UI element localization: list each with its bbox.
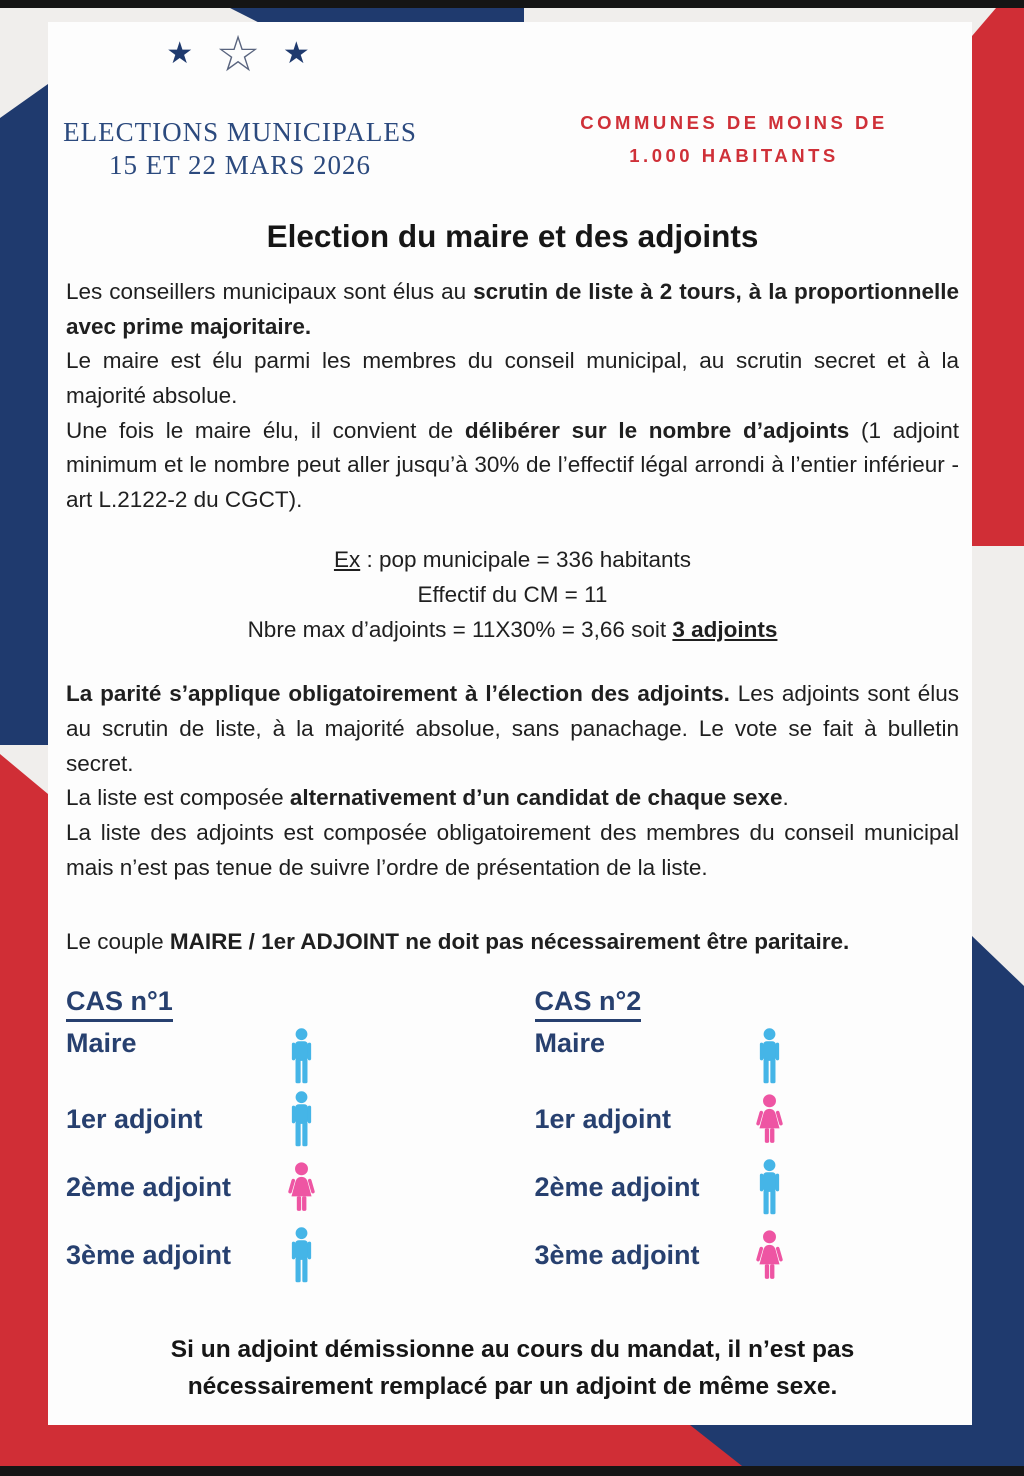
text-run: La liste est composée xyxy=(66,785,290,811)
left-red-band xyxy=(0,754,48,1466)
male-person-icon xyxy=(755,1159,785,1217)
intro-paragraphs xyxy=(66,275,959,517)
event-title-line1: ELECTIONS MUNICIPALES xyxy=(63,117,417,147)
case-row xyxy=(66,1028,491,1086)
bottom-black-bar xyxy=(0,1466,1024,1476)
paragraph xyxy=(66,543,959,578)
text-run: La liste des adjoints est composée obligatoirement des membres du conseil municipal mais n’est pas tenue de suivre l’ordre de présentation de la liste. xyxy=(66,819,959,880)
star-outline-icon: ☆ xyxy=(215,26,261,82)
text-run: (1 adjoint minimum et le nombre peut aller jusqu’à 30% de l’effectif légal arrondi à l’entier inférieur - art L.2122-2 du CGCT). xyxy=(66,417,959,512)
text-run: délibérer sur le nombre d’adjoints xyxy=(464,417,850,443)
paragraph xyxy=(66,578,959,613)
case-row xyxy=(535,1222,960,1290)
text-run: MAIRE / 1er ADJOINT ne doit pas nécessairement être paritaire. xyxy=(169,929,850,955)
parity-paragraphs xyxy=(66,677,959,885)
text-run: Les conseillers municipaux sont élus au xyxy=(66,279,474,304)
star-icon: ★ xyxy=(166,36,194,70)
text-run: Effectif du CM = 11 xyxy=(417,582,608,608)
role-label: 3ème adjoint xyxy=(534,1240,700,1271)
case-row xyxy=(66,1222,491,1290)
document-body xyxy=(66,218,959,1405)
right-red-band xyxy=(972,8,1024,546)
couple-statement xyxy=(66,925,959,960)
cases-section xyxy=(66,986,959,1290)
case-row xyxy=(535,1086,960,1154)
case-title: CAS n°2 xyxy=(535,986,642,1022)
left-navy-band xyxy=(0,84,48,745)
case-row xyxy=(535,1028,960,1086)
text-run: Les adjoints sont élus au scrutin de liste, à la majorité absolue, sans panachage. Le vote se fait à bulletin secret. xyxy=(66,681,960,776)
female-person-icon xyxy=(286,1162,316,1214)
text-run: La parité s’applique obligatoirement à l’élection des adjoints. xyxy=(66,681,730,707)
right-navy-band xyxy=(972,936,1024,1466)
text-run: : pop municipale = 336 habitants xyxy=(360,547,692,573)
paragraph xyxy=(66,613,959,648)
male-person-icon xyxy=(286,1091,316,1149)
audience-line2: 1.000 HABITANTS xyxy=(629,145,839,167)
case-column xyxy=(66,986,491,1290)
paragraph xyxy=(66,275,959,344)
audience-line1: COMMUNES DE MOINS DE xyxy=(580,112,888,133)
text-run: 3 adjoints xyxy=(672,616,778,642)
text-run: Ex xyxy=(333,547,361,573)
text-run: Le maire est élu parmi les membres du conseil municipal, au scrutin secret et à la majorité absolue. xyxy=(66,348,959,408)
footer-note xyxy=(66,1332,959,1406)
star-icon: ★ xyxy=(282,36,310,70)
event-title xyxy=(60,116,420,182)
male-person-icon xyxy=(286,1028,316,1086)
male-person-icon xyxy=(286,1227,316,1285)
male-person-icon xyxy=(755,1028,785,1086)
page-title: Election du maire et des adjoints xyxy=(266,218,759,254)
paragraph xyxy=(66,816,959,885)
paragraph xyxy=(66,677,959,781)
text-run: Le couple xyxy=(66,929,170,955)
top-black-bar xyxy=(0,0,1024,8)
paragraph xyxy=(66,344,959,413)
paragraph xyxy=(66,781,959,816)
example-block xyxy=(66,543,959,647)
audience-badge xyxy=(576,106,892,173)
case-column xyxy=(535,986,960,1290)
female-person-icon xyxy=(755,1094,785,1146)
role-label: 2ème adjoint xyxy=(534,1172,700,1203)
role-label: Maire xyxy=(534,1027,606,1058)
role-label: 3ème adjoint xyxy=(66,1240,232,1271)
text-run: . xyxy=(782,785,789,811)
text-run: alternativement d’un candidat de chaque sexe xyxy=(289,785,783,811)
stars-decoration xyxy=(48,24,428,82)
case-row xyxy=(535,1154,960,1222)
text-run: Nbre max d’adjoints = 11X30% = 3,66 soit xyxy=(247,616,673,642)
role-label: 1er adjoint xyxy=(66,1104,203,1135)
couple-line xyxy=(66,925,959,960)
event-title-line2: 15 ET 22 MARS 2026 xyxy=(108,149,372,180)
text-run: Si un adjoint démissionne au cours du mandat, il n’est pas nécessairement remplacé par un adjoint de même sexe. xyxy=(170,1335,855,1400)
paragraph xyxy=(66,414,959,518)
text-run: Une fois le maire élu, il convient de xyxy=(66,417,465,443)
role-label: 1er adjoint xyxy=(534,1104,672,1135)
female-person-icon xyxy=(755,1230,785,1282)
role-label: Maire xyxy=(66,1027,137,1058)
case-row xyxy=(66,1086,491,1154)
role-label: 2ème adjoint xyxy=(66,1172,232,1203)
case-title: CAS n°1 xyxy=(66,986,173,1022)
case-row xyxy=(66,1154,491,1222)
document-page xyxy=(48,22,972,1425)
text-run: scrutin de liste à 2 tours, à la proportionnelle avec prime majoritaire. xyxy=(66,279,959,339)
